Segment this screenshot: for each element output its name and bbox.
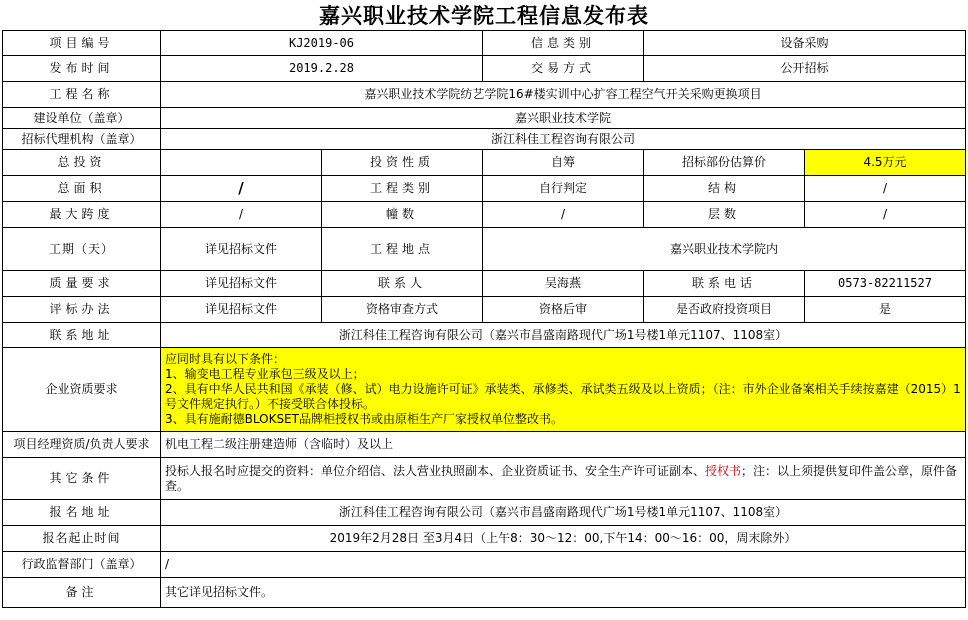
floors-value: /: [805, 202, 966, 228]
project-name-value: 嘉兴职业技术学院纺艺学院16#楼实训中心扩容工程空气开关采购更换项目: [161, 82, 966, 108]
row-quality: [3, 271, 966, 297]
location-value: 嘉兴职业技术学院内: [483, 228, 966, 271]
info-category-value: 设备采购: [644, 31, 966, 56]
row-area: [3, 176, 966, 202]
other-note: ；注：以上须提供复印件盖公章，原件备查。: [165, 463, 958, 493]
floors-label: 层数: [644, 202, 805, 228]
evaluation-value: 详见招标文件: [161, 297, 322, 323]
other-text: 投标人报名时应提交的资料：单位介绍信、法人营业执照副本、企业资质证书、安全生产许可证副本、: [165, 463, 706, 478]
period-label: 工期（天）: [3, 228, 161, 271]
investment-nature-label: 投资性质: [322, 150, 483, 176]
remark-label: 备注: [3, 578, 161, 608]
structure-label: 结构: [644, 176, 805, 202]
supervisor-value: /: [161, 552, 966, 578]
project-name-label: 工程名称: [3, 82, 161, 108]
other-value: [161, 458, 966, 500]
buildings-value: /: [483, 202, 644, 228]
authorization-text: 授权书: [705, 463, 742, 478]
manager-label: 项目经理资质/负责人要求: [3, 432, 161, 458]
structure-value: /: [805, 176, 966, 202]
period-value: 详见招标文件: [161, 228, 322, 271]
reg-time-value: 2019年2月28日 至3月4日（上午8：30～12：00,下午14：00～16：00，周末除外）: [161, 526, 966, 552]
reg-address-value: 浙江科佳工程咨询有限公司（嘉兴市昌盛南路现代广场1号楼1单元1107、1108室）: [161, 500, 966, 526]
agency-value: 浙江科佳工程咨询有限公司: [161, 129, 966, 150]
row-project-name: [3, 82, 966, 108]
row-reg-time: [3, 526, 966, 552]
row-evaluation: [3, 297, 966, 323]
investment-nature-value: 自筹: [483, 150, 644, 176]
phone-label: 联系电话: [644, 271, 805, 297]
page-title: 嘉兴职业技术学院工程信息发布表: [319, 4, 649, 28]
contact-label: 联系人: [322, 271, 483, 297]
row-supervisor: [3, 552, 966, 578]
row-builder: [3, 108, 966, 129]
row-reg-address: [3, 500, 966, 526]
quality-value: 详见招标文件: [161, 271, 322, 297]
location-label: 工程地点: [322, 228, 483, 271]
gov-invest-label: 是否政府投资项目: [644, 297, 805, 323]
publish-time-value: 2019.2.28: [161, 56, 483, 82]
row-agency: [3, 129, 966, 150]
evaluation-label: 评标办法: [3, 297, 161, 323]
estimate-label: 招标部份估算价: [644, 150, 805, 176]
buildings-label: 幢数: [322, 202, 483, 228]
agency-label: 招标代理机构（盖章）: [3, 129, 161, 150]
remark-value: 其它详见招标文件。: [161, 578, 966, 608]
row-remark: [3, 578, 966, 608]
span-value: /: [161, 202, 322, 228]
gov-invest-value: 是: [805, 297, 966, 323]
area-value: /: [161, 176, 322, 202]
row-investment: [3, 150, 966, 176]
row-manager: [3, 432, 966, 458]
qualification-item-1: 1、输变电工程专业承包三级及以上；: [165, 367, 365, 381]
investment-value: [161, 150, 322, 176]
row-other: [3, 458, 966, 500]
phone-value: 0573-82211527: [805, 271, 966, 297]
span-label: 最大跨度: [3, 202, 161, 228]
row-period: [3, 228, 966, 271]
supervisor-label: 行政监督部门（盖章）: [3, 552, 161, 578]
reg-time-label: 报名起止时间: [3, 526, 161, 552]
other-label: 其它条件: [3, 458, 161, 500]
row-qualification: [3, 348, 966, 432]
reg-address-label: 报名地址: [3, 500, 161, 526]
qualification-item-2: 2、具有中华人民共和国《承装（修、试）电力设施许可证》承装类、承修类、承试类五级及以上资质；（注：市外企业备案相关手续按嘉建（2015）1号文件规定执行。）不接受联合体投标。: [165, 382, 961, 411]
project-no-value: KJ2019-06: [161, 31, 483, 56]
address-label: 联系地址: [3, 323, 161, 348]
qualification-value: [161, 348, 966, 432]
project-type-label: 工程类别: [322, 176, 483, 202]
contact-value: 吴海燕: [483, 271, 644, 297]
builder-label: 建设单位（盖章）: [3, 108, 161, 129]
qualification-item-3: 3、具有施耐德BLOKSET品牌柜授权书或由原柜生产厂家授权单位整改书。: [165, 412, 563, 426]
info-category-label: 信息类别: [483, 31, 644, 56]
trade-method-label: 交易方式: [483, 56, 644, 82]
qualification-label: 企业资质要求: [3, 348, 161, 432]
manager-value: 机电工程二级注册建造师（含临时）及以上: [161, 432, 966, 458]
area-label: 总面积: [3, 176, 161, 202]
quality-label: 质量要求: [3, 271, 161, 297]
builder-value: 嘉兴职业技术学院: [161, 108, 966, 129]
estimate-value: 4.5万元: [805, 150, 966, 176]
address-value: 浙江科佳工程咨询有限公司（嘉兴市昌盛南路现代广场1号楼1单元1107、1108室）: [161, 323, 966, 348]
info-table: [2, 30, 966, 608]
project-type-value: 自行判定: [483, 176, 644, 202]
review-method-value: 资格后审: [483, 297, 644, 323]
row-span: [3, 202, 966, 228]
trade-method-value: 公开招标: [644, 56, 966, 82]
publish-time-label: 发布时间: [3, 56, 161, 82]
qualification-intro: 应同时具有以下条件：: [165, 352, 286, 366]
row-publish-time: [3, 56, 966, 82]
review-method-label: 资格审查方式: [322, 297, 483, 323]
investment-label: 总投资: [3, 150, 161, 176]
row-project-no: [3, 31, 966, 56]
row-address: [3, 323, 966, 348]
project-no-label: 项目编号: [3, 31, 161, 56]
